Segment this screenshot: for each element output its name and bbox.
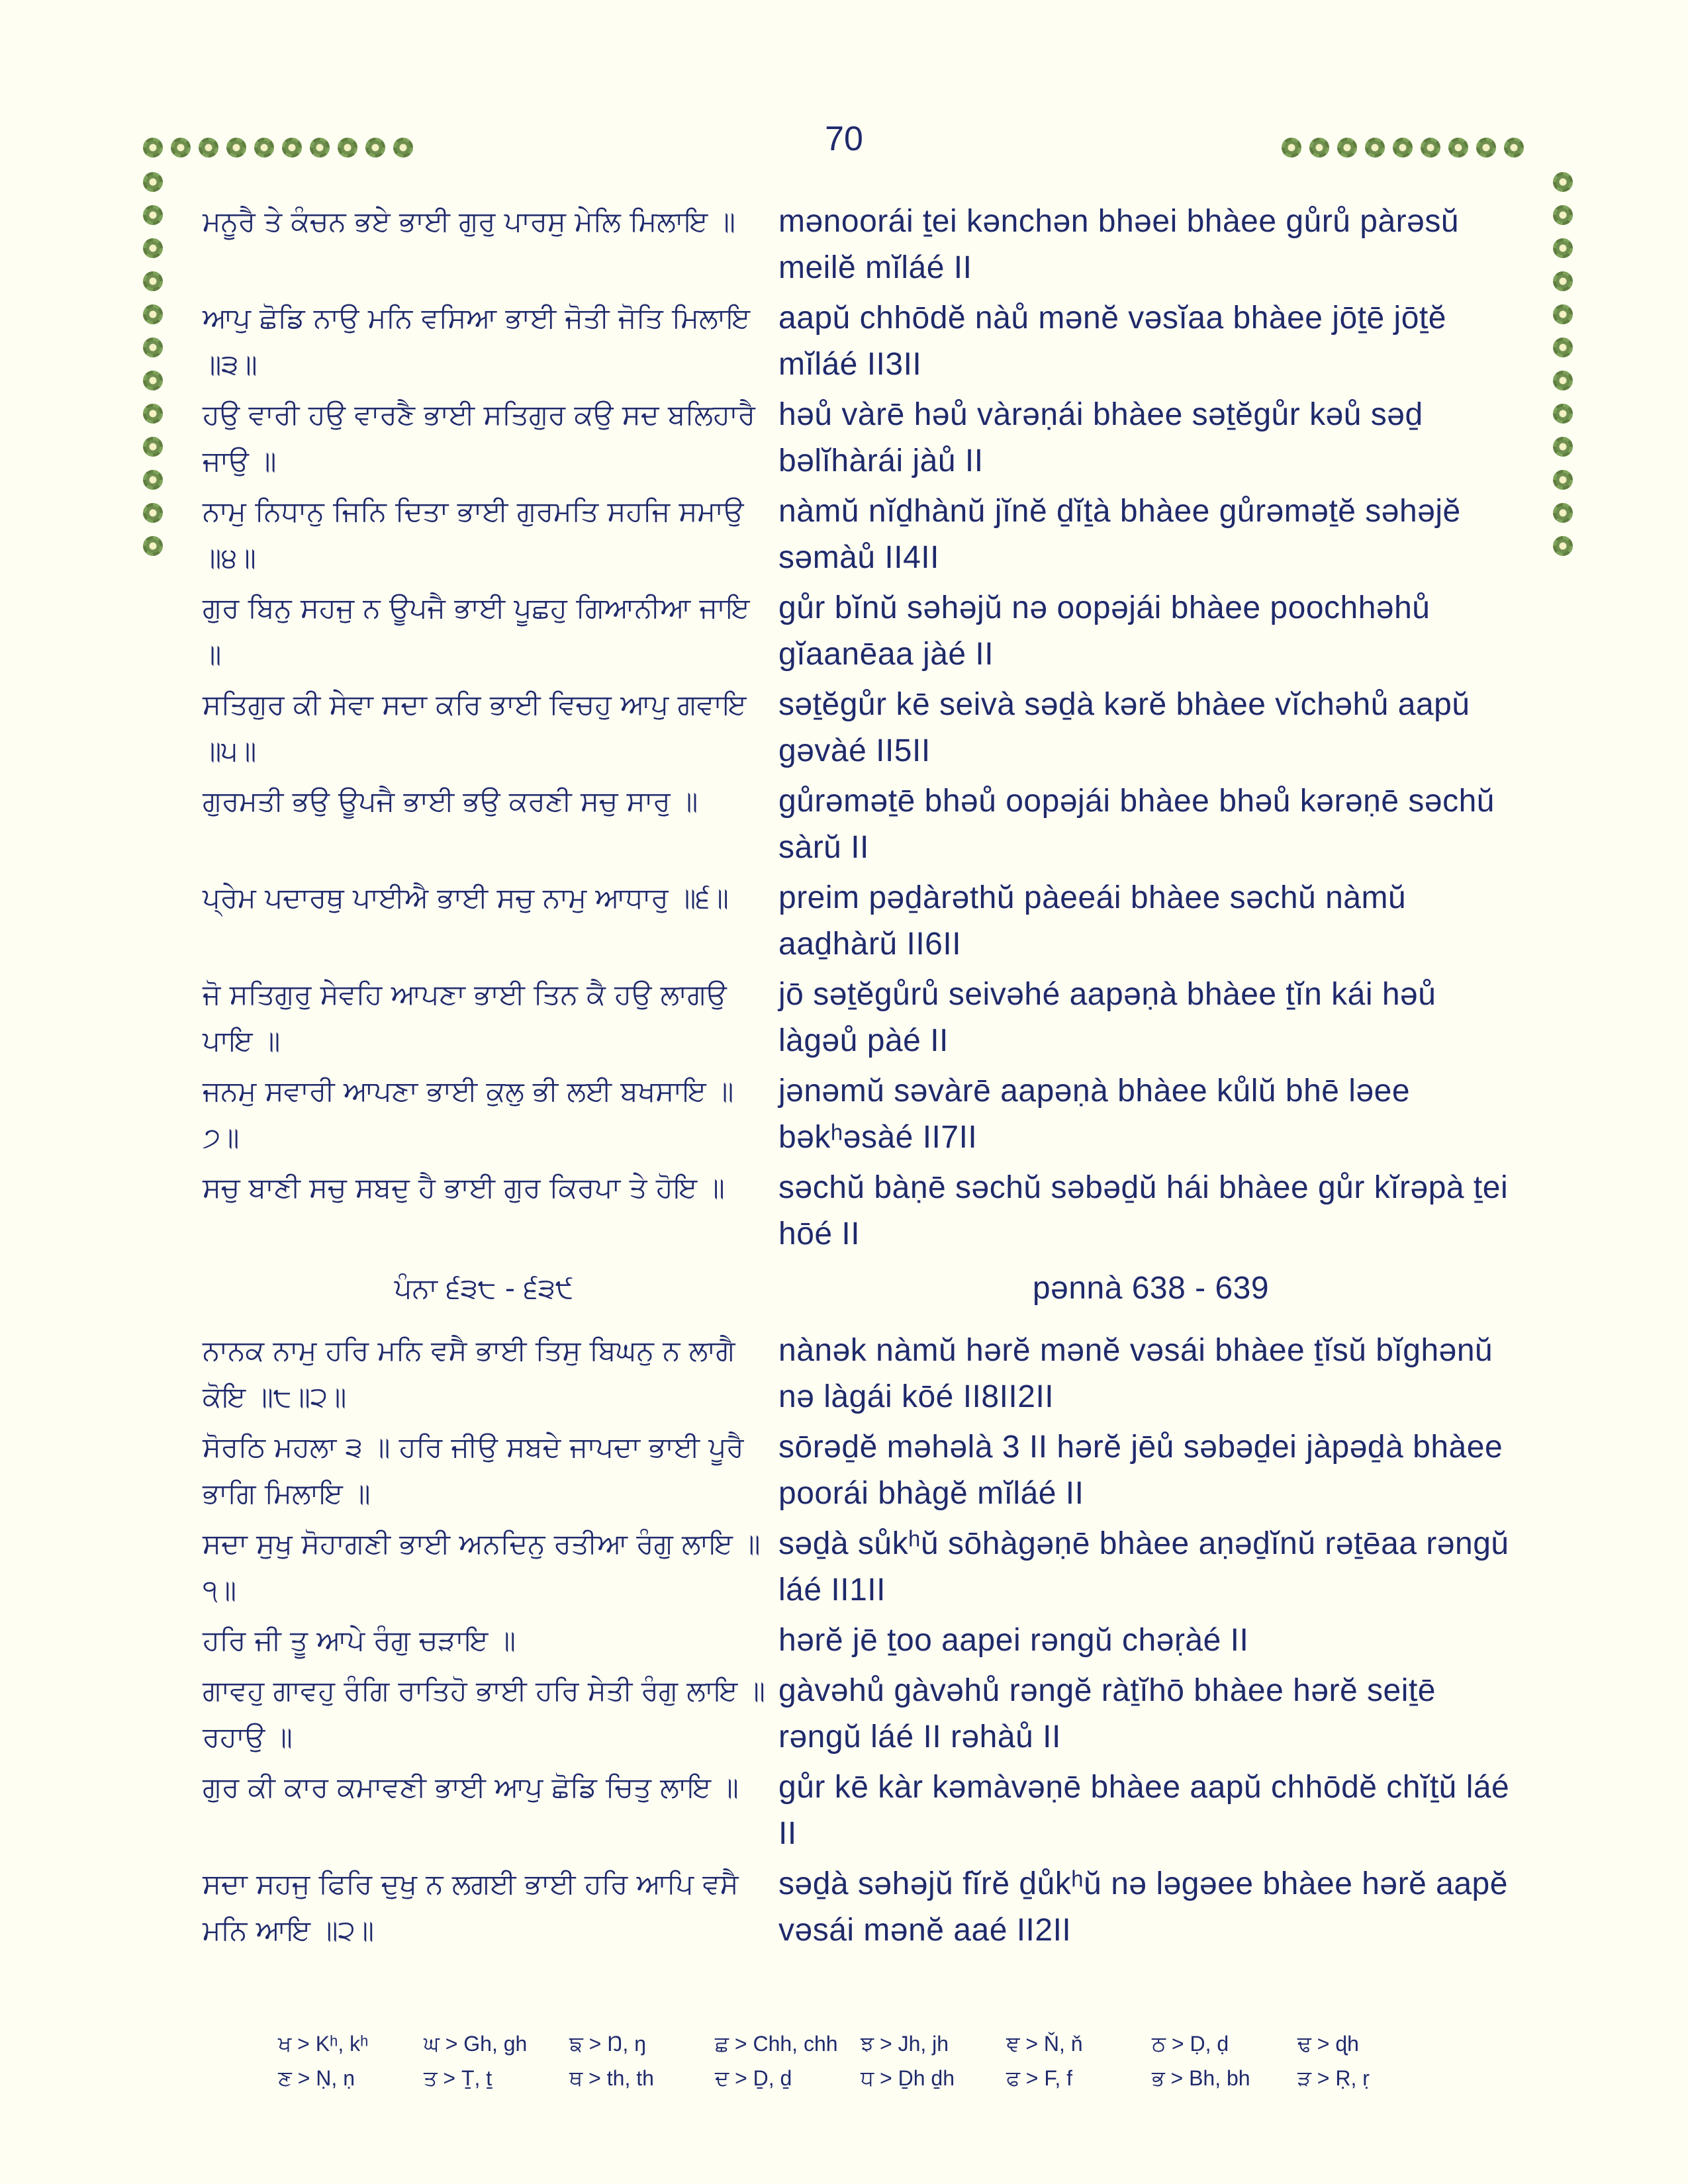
gurmukhi-text: ਸਤਿਗੁਰ ਕੀ ਸੇਵਾ ਸਦਾ ਕਰਿ ਭਾਈ ਵਿਚਹੁ ਆਪੁ ਗਵਾਇ ॥੫॥ [203,688,747,767]
flower-icon [143,238,163,258]
verse-row [203,972,1523,1064]
verse-row [203,488,1523,581]
verse-row [203,1165,1523,1257]
verse-row [203,875,1523,968]
transliteration-text: hərĕ jē ṯoo aapei rəngŭ chəṛàé II [778,1623,1249,1658]
gurmukhi-text: ਸੋਰਠਿ ਮਹਲਾ ੩ ॥ ਹਰਿ ਜੀਉ ਸਬਦੇ ਜਾਪਦਾ ਭਾਈ ਪੂਰੈ ਭਾਗਿ ਮਿਲਾਇ ॥ [203,1431,744,1510]
flower-icon [143,536,163,556]
flower-icon [1553,304,1573,324]
flower-icon [143,138,163,158]
gurmukhi-text: ਮਨੂਰੈ ਤੇ ਕੰਚਨ ਭਏ ਭਾਈ ਗੁਰੁ ਪਾਰਸੁ ਮੇਲਿ ਮਿਲਾਇ ॥ [203,205,735,238]
verse-row [203,682,1523,774]
flower-icon [143,304,163,324]
flower-icon [143,338,163,357]
flower-icon [226,138,246,158]
legend-item: ਙ > Ŋ, ŋ [569,2032,646,2056]
transliteration-text: gůr kē kàr kəmàvəṇē bhàee aapŭ chhōdĕ chĭṯŭ láé II [778,1770,1510,1851]
verse-content [203,199,1523,1958]
flower-icon [1553,503,1573,523]
legend-item: ਦ > Ḏ, ḏ [715,2066,792,2090]
legend-item: ਥ > th, th [569,2066,654,2090]
transliteration-text: gůr bĭnŭ səhəjŭ nə oopəjái bhàee poochhəhů gĭaanēaa jàé II [778,590,1430,672]
gurmukhi-text: ਨਾਮੁ ਨਿਧਾਨੁ ਜਿਨਿ ਦਿਤਾ ਭਾਈ ਗੁਰਮਤਿ ਸਹਜਿ ਸਮਾਉ ॥੪॥ [203,495,744,574]
transliteration-text: mənoorái ṯei kənchən bhəei bhàee gůrů pàrəsŭ meilĕ mĭláé II [778,204,1460,285]
verse-row [203,1068,1523,1161]
flower-icon [1553,205,1573,225]
legend-item: ਭ > Bh, bh [1152,2066,1250,2090]
top-left-ornament [143,138,413,158]
flower-icon [143,271,163,291]
legend-item: ਛ > Chh, chh [715,2032,838,2056]
flower-icon [1553,404,1573,424]
verse-row [203,1668,1523,1760]
flower-icon [1448,138,1468,158]
flower-icon [143,172,163,192]
flower-icon [143,371,163,390]
transliteration-text: jənəmŭ səvàrē aapəṇà bhàee kůlŭ bhē ləee bəkʰəsàé II7II [778,1073,1411,1155]
verse-row [203,1521,1523,1614]
transliteration-text: gàvəhů gàvəhů rəngĕ ràṯĭhō bhàee hərĕ seiṯē rəngŭ láé II rəhàů II [778,1673,1436,1754]
gurmukhi-text: ਨਾਨਕ ਨਾਮੁ ਹਰਿ ਮਨਿ ਵਸੈ ਭਾਈ ਤਿਸੁ ਬਿਘਨੁ ਨ ਲਾਗੈ ਕੋਇ ॥੮॥੨॥ [203,1334,735,1413]
flower-icon [1553,371,1573,390]
flower-icon [393,138,413,158]
legend-item: ਧ > Ḏh ḏh [861,2066,955,2090]
gurmukhi-text: ਜਨਮੁ ਸਵਾਰੀ ਆਪਣਾ ਭਾਈ ਕੁਲੁ ਭੀ ਲਈ ਬਖਸਾਇ ॥੭॥ [203,1075,734,1154]
verse-row [203,1764,1523,1857]
verse-row [203,295,1523,388]
gurmukhi-text: ਜੋ ਸਤਿਗੁਰੁ ਸੇਵਹਿ ਆਪਣਾ ਭਾਈ ਤਿਨ ਕੈ ਹਉ ਲਾਗਉ ਪਾਇ ॥ [203,978,727,1057]
gurmukhi-text: ਸਦਾ ਸਹਜੁ ਫਿਰਿ ਦੁਖੁ ਨ ਲਗਈ ਭਾਈ ਹਰਿ ਆਪਿ ਵਸੈ ਮਨਿ ਆਇ ॥੨॥ [203,1868,739,1946]
flower-icon [1421,138,1440,158]
transliteration-text: səchŭ bàṇē səchŭ səbəḏŭ hái bhàee gůr kĭrəpà ṯei hōé II [778,1170,1509,1251]
gurmukhi-text: ਸਚੁ ਬਾਣੀ ਸਚੁ ਸਬਦੁ ਹੈ ਭਾਈ ਗੁਰ ਕਿਰਪਾ ਤੇ ਹੋਇ ॥ [203,1171,725,1204]
page-range-gurmukhi: ਪੰਨਾ ੬੩੮ - ੬੩੯ [394,1272,574,1304]
flower-icon [1553,338,1573,357]
gurmukhi-text: ਗੁਰ ਕੀ ਕਾਰ ਕਮਾਵਣੀ ਭਾਈ ਆਪੁ ਛੋਡਿ ਚਿਤੁ ਲਾਇ ॥ [203,1771,739,1803]
verse-row [203,778,1523,871]
transliteration-text: gůrəməṯē bhəů oopəjái bhàee bhəů kərəṇē səchŭ sàrŭ II [778,784,1495,865]
flower-icon [310,138,330,158]
gurmukhi-text: ਗੁਰ ਬਿਨੁ ਸਹਜੁ ਨ ਊਪਜੈ ਭਾਈ ਪੂਛਹੁ ਗਿਆਨੀਆ ਜਾਇ ॥ [203,592,750,670]
flower-icon [143,205,163,225]
legend-item: ਖ > Kʰ, kʰ [278,2032,369,2056]
flower-icon [1553,536,1573,556]
flower-icon [143,404,163,424]
verse-row [203,199,1523,291]
flower-icon [143,470,163,490]
flower-icon [1553,271,1573,291]
transliteration-text: jō səṯĕgůrů seivəhé aapəṇà bhàee ṯĭn kái həů làgəů pàé II [778,977,1436,1058]
transliteration-legend [278,2032,1443,2091]
verse-row [203,1328,1523,1420]
left-ornament [143,172,163,556]
flower-icon [282,138,302,158]
transliteration-text: aapŭ chhōdĕ nàů mənĕ vəsĭaa bhàee jōṯē jōṯĕ mĭláé II3II [778,300,1446,382]
legend-item: ਢ > ɖh [1297,2032,1359,2056]
legend-item: ਝ > Jh, jh [861,2032,949,2056]
transliteration-text: preim pəḏàrəthŭ pàeeái bhàee səchŭ nàmŭ aaḏhàrŭ II6II [778,880,1407,962]
top-right-ornament [1282,138,1524,158]
flower-icon [1553,238,1573,258]
verse-row [203,392,1523,484]
flower-icon [1365,138,1385,158]
page-range-heading [203,1265,1523,1312]
legend-item: ਫ > F, f [1006,2066,1073,2090]
page-number: 70 [825,120,863,158]
gurmukhi-text: ਹਉ ਵਾਰੀ ਹਉ ਵਾਰਣੈ ਭਾਈ ਸਤਿਗੁਰ ਕਉ ਸਦ ਬਲਿਹਾਰੈ ਜਾਉ ॥ [203,398,755,477]
flower-icon [1553,437,1573,457]
gurmukhi-text: ਸਦਾ ਸੁਖੁ ਸੋਹਾਗਣੀ ਭਾਈ ਅਨਦਿਨੁ ਰਤੀਆ ਰੰਗੁ ਲਾਇ ॥੧॥ [203,1527,761,1606]
page-range-transliteration: pənnà 638 - 639 [1032,1271,1270,1306]
flower-icon [1553,172,1573,192]
verse-row [203,1424,1523,1517]
gurmukhi-text: ਆਪੁ ਛੋਡਿ ਨਾਉ ਮਨਿ ਵਸਿਆ ਭਾਈ ਜੋਤੀ ਜੋਤਿ ਮਿਲਾਇ ॥੩॥ [203,302,751,381]
transliteration-text: səṯĕgůr kē seivà səḏà kərĕ bhàee vĭchəhů aapŭ gəvàé II5II [778,687,1470,768]
legend-item: ਠ > Ḍ, ḍ [1152,2032,1229,2056]
flower-icon [1393,138,1413,158]
flower-icon [1553,470,1573,490]
legend-item: ਣ > Ṇ, ṇ [278,2066,355,2090]
gurmukhi-text: ਪ੍ਰੇਮ ਪਦਾਰਥੁ ਪਾਈਐ ਭਾਈ ਸਚੁ ਨਾਮੁ ਆਧਾਰੁ ॥੬॥ [203,882,729,914]
transliteration-text: səḏà sůkʰŭ sōhàgəṇē bhàee aṇəḏĭnŭ rəṯēaa rəngŭ láé II1II [778,1526,1509,1608]
verse-row [203,1861,1523,1954]
flower-icon [365,138,385,158]
transliteration-text: həů vàrē həů vàrəṇái bhàee səṯĕgůr kəů səḏ bəlĭhàrái jàů II [778,397,1423,478]
flower-icon [1337,138,1357,158]
flower-icon [143,503,163,523]
transliteration-text: nàmŭ nĭḏhànŭ jĭnĕ ḏĭṯà bhàee gůrəməṯĕ səhəjĕ səmàů II4II [778,494,1461,575]
flower-icon [1504,138,1524,158]
right-ornament [1553,172,1573,556]
gurmukhi-text: ਗੁਰਮਤੀ ਭਉ ਊਪਜੈ ਭਾਈ ਭਉ ਕਰਣੀ ਸਚੁ ਸਾਰੁ ॥ [203,785,698,817]
flower-icon [171,138,191,158]
legend-item: ਞ > Ň, ň [1006,2032,1083,2056]
flower-icon [1282,138,1301,158]
legend-item: ੜ > Ṛ, ṛ [1297,2066,1370,2090]
transliteration-text: nànək nàmŭ hərĕ mənĕ vəsái bhàee ṯĭsŭ bĭghənŭ nə làgái kōé II8II2II [778,1333,1493,1414]
verse-row [203,585,1523,678]
flower-icon [1309,138,1329,158]
transliteration-text: səḏà səhəjŭ fĭrĕ ḏůkʰŭ nə ləgəee bhàee hərĕ aapĕ vəsái mənĕ aaé II2II [778,1866,1508,1948]
legend-item: ਘ > Gh, gh [424,2032,528,2056]
flower-icon [338,138,357,158]
gurmukhi-text: ਹਰਿ ਜੀ ਤੂ ਆਪੇ ਰੰਗੁ ਚੜਾਇ ॥ [203,1624,516,1657]
verse-row [203,1617,1523,1664]
legend-item: ਤ > Ṯ, ṯ [424,2066,492,2090]
gurmukhi-text: ਗਾਵਹੁ ਗਾਵਹੁ ਰੰਗਿ ਰਾਤਿਹੋ ਭਾਈ ਹਰਿ ਸੇਤੀ ਰੰਗੁ ਲਾਇ ॥ ਰਹਾਉ ॥ [203,1674,765,1753]
flower-icon [199,138,218,158]
flower-icon [1476,138,1496,158]
flower-icon [143,437,163,457]
transliteration-text: sōrəḏĕ məhəlà 3 II hərĕ jēů səbəḏei jàpəḏà bhàee poorái bhàgĕ mĭláé II [778,1430,1503,1511]
flower-icon [254,138,274,158]
